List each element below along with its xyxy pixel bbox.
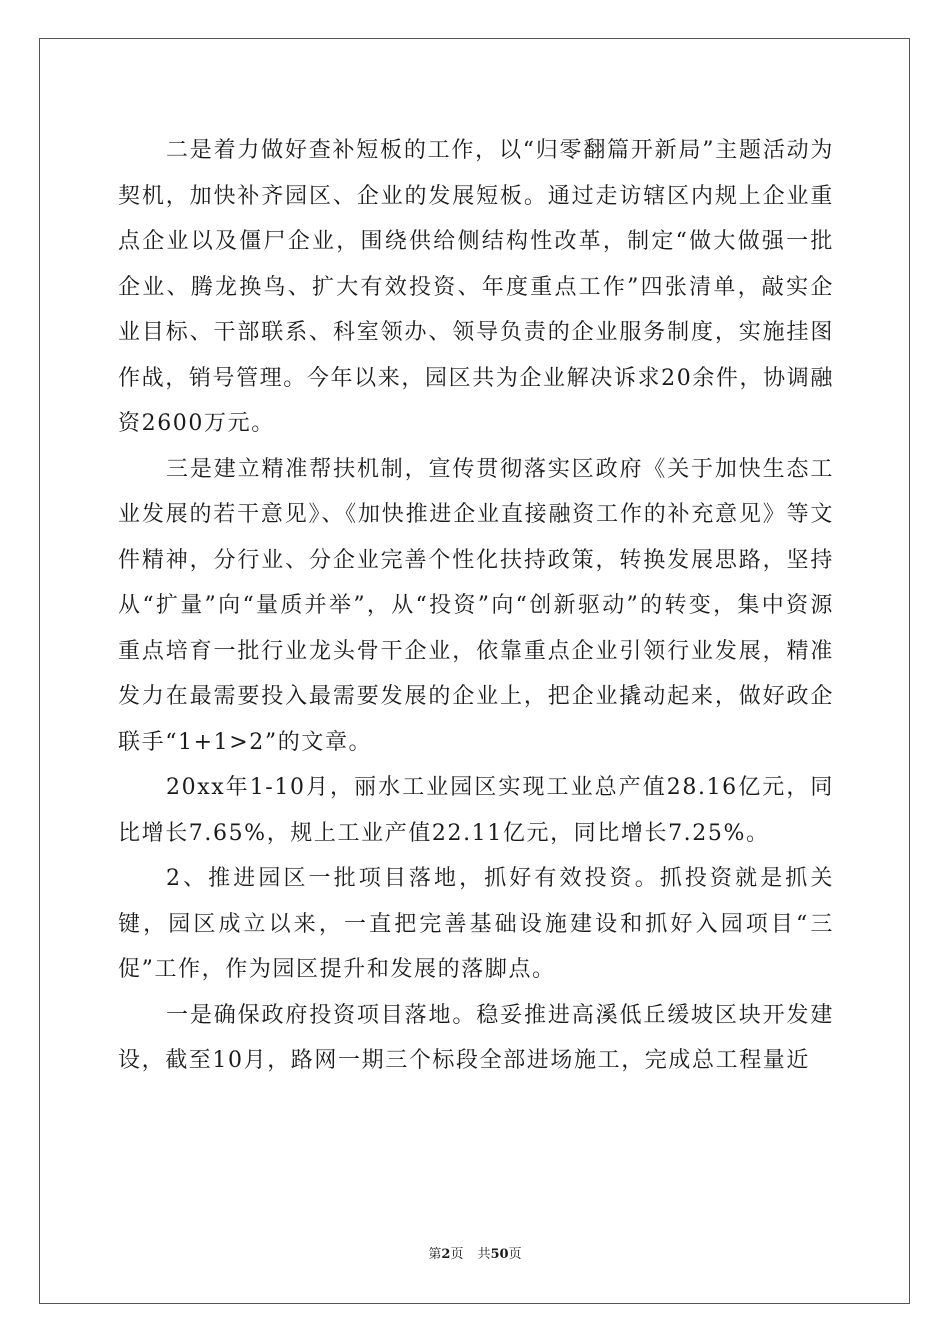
paragraph-5: 一是确保政府投资项目落地。稳妥推进高溪低丘缓坡区块开发建设，截至10月，路网一期三个标段全部进场施工，完成总工程量近 — [118, 1002, 834, 1073]
paragraph-2: 三是建立精准帮扶机制，宣传贯彻落实区政府《关于加快生态工业发展的若干意见》、《加快推进企业直接融资工作的补充意见》等文件精神，分行业、分企业完善个性化扶持政策，转换发展思路，坚持从“扩量”向“量质并举”，从“投资”向“创新驱动”的转变，集中资源重点培育一批行业龙头骨干企业，依靠重点企业引领行业发展，精准发力在最需要投入最需要发展的企业上，把企业撬动起来，做好政企联手“1+1>2”的文章。 — [118, 456, 834, 755]
page-footer — [0, 1246, 950, 1264]
paragraph-4: 2、推进园区一批项目落地，抓好有效投资。抓投资就是抓关键，园区成立以来，一直把完善基础设施建设和抓好入园项目“三促”工作，作为园区提升和发展的落脚点。 — [118, 866, 834, 982]
page-prefix: 第 — [428, 1247, 442, 1262]
total-prefix: 共 — [477, 1247, 491, 1262]
total-page-count: 50 — [490, 1247, 509, 1262]
paragraph-3: 20xx年1-10月，丽水工业园区实现工业总产值28.16亿元，同比增长7.65%，规上工业产值22.11亿元，同比增长7.25%。 — [118, 775, 834, 846]
total-unit: 页 — [508, 1247, 522, 1262]
paragraph-1: 二是着力做好查补短板的工作，以“归零翻篇开新局”主题活动为契机，加快补齐园区、企业的发展短板。通过走访辖区内规上企业重点企业以及僵尸企业，围绕供给侧结构性改革，制定“做大做强一批企业、腾龙换鸟、扩大有效投资、年度重点工作”四张清单，敲实企业目标、干部联系、科室领办、领导负责的企业服务制度，实施挂图作战，销号管理。今年以来，园区共为企业解决诉求20余件，协调融资2600万元。 — [118, 138, 834, 436]
page-unit: 页 — [450, 1247, 464, 1262]
current-page-number: 2 — [441, 1247, 451, 1262]
document-body — [118, 128, 834, 1084]
